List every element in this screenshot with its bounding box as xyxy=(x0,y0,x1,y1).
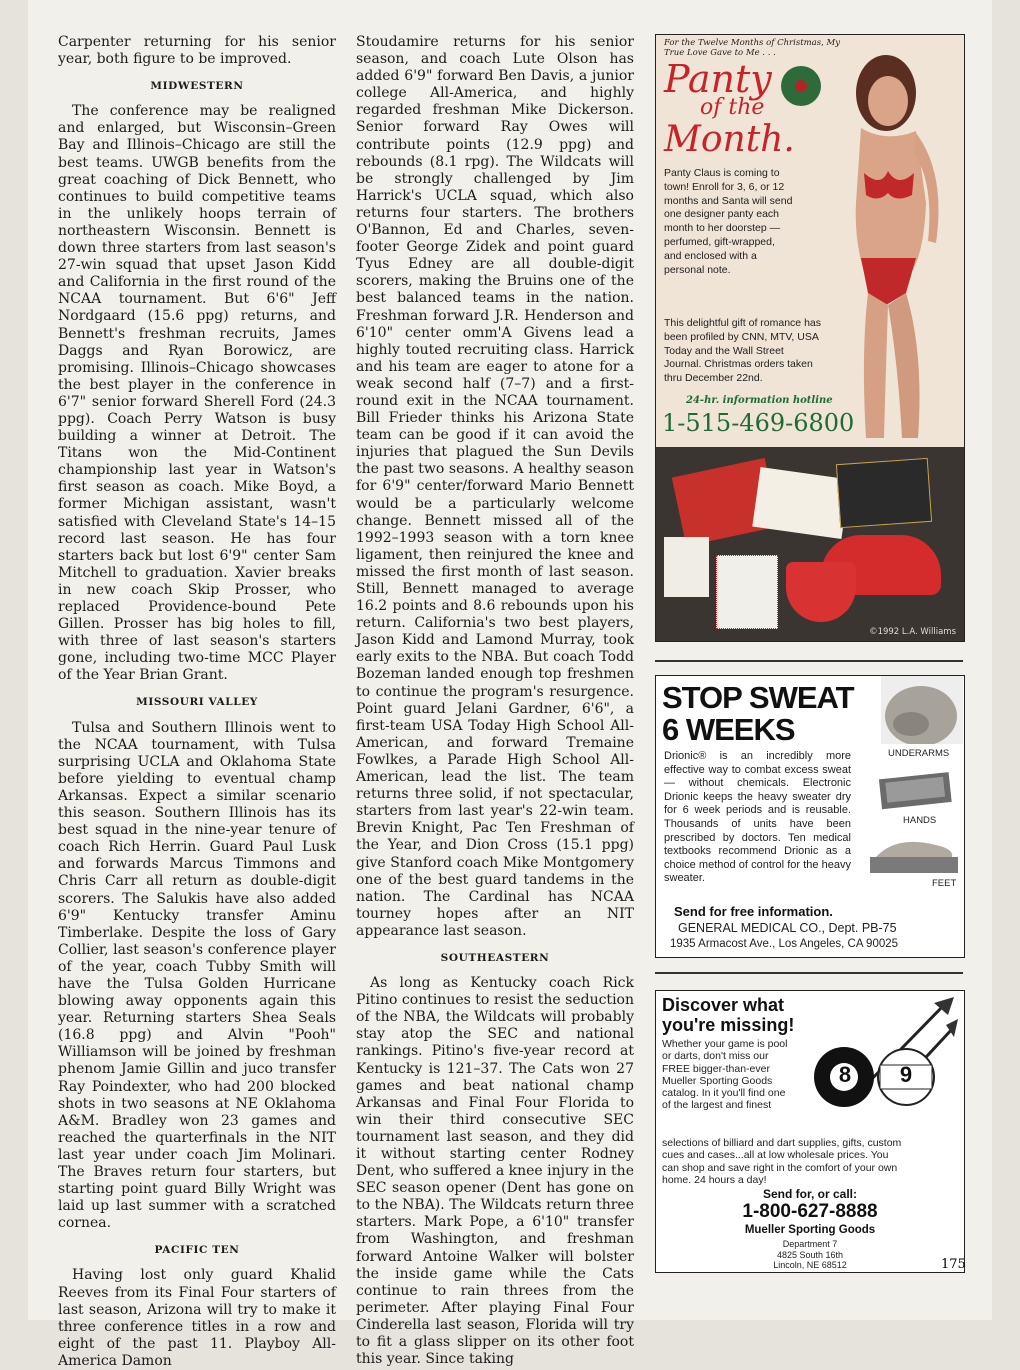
company-name: Mueller Sporting Goods xyxy=(744,1224,876,1236)
article-paragraph: Carpenter returning for his senior year, both figure to be improved. xyxy=(58,34,336,68)
holly-decoration xyxy=(778,63,824,109)
article-paragraph: Tulsa and Southern Illinois went to the NCAA tournament, with Tulsa surprising UCLA and Oklahoma State before yielding to eventual champ Arkansas. Expect a similar scenario this season. Southern Illinois has its best squad in the nine-year tenure of coach Rich Herrin. Guard Paul Lusk and forwards Marcus Timmons and Chris Carr all return as double-digit scorers. The Salukis have also added 6'9" Kentucky transfer Aminu Timberlake. Despite the loss of Gary Collier, last season's conference player of the year, coach Tubby Smith will have the Tulsa Golden Hurricane blowing away opponents again this year. Returning starters Shea Seals (16.8 ppg) and Alvin "Pooh" Williamson will be joined by freshman phenom Jamie Gillin and juco transfer Ray Poindexter, who had 200 blocked shots in two seasons at NE Oklahoma A&M. Bradley won 23 games and reached the quarterfinals in the NIT last year under coach Jim Molinari. The Braves return four starters, but starting point guard Billy Wright was laid up last summer with a scratched cornea. xyxy=(58,719,336,1232)
label-hands: HANDS xyxy=(903,815,937,826)
ad-hotline-label: 24-hr. information hotline xyxy=(686,395,833,406)
ad-kicker: For the Twelve Months of Christmas, My True Love Gave to Me . . . xyxy=(664,38,841,58)
ad-headline: 6 WEEKS xyxy=(662,712,795,747)
label-feet: FEET xyxy=(932,878,957,889)
section-heading-missouri-valley: MISSOURI VALLEY xyxy=(136,696,258,709)
company-address: 1935 Armacost Ave., Los Angeles, CA 90025 xyxy=(670,938,899,950)
ad-headline: you're missing! xyxy=(662,1015,795,1035)
billiard-ball-8: 8 xyxy=(838,1062,852,1087)
model-photo xyxy=(806,53,961,448)
underarm-photo xyxy=(881,676,963,744)
ad-phone[interactable]: 1-515-469-6800 xyxy=(662,409,855,437)
product-photo xyxy=(656,447,964,641)
article-paragraph: Stoudamire returns for his senior season, and coach Lute Olson has added 6'9" forward Ben Davis, a junior college All-America, and highly regarded freshman Mike Dickerson. Senior forward Ray Owes will contribute points (12.9 ppg) and rebounds (8.1 rpg). The Wildcats will be strongly challenged by Jim Harrick's UCLA squad, which also returns four starters. The brothers O'Bannon, Ed and Charles, seven-footer George Zidek and point guard Tyus Edney are all double-digit scorers, making the Bruins one of the best balanced teams in the nation. Freshman forward J.R. Henderson and 6'10" center omm'A Givens lead a highly touted recruiting class. Harrick and his team are eager to atone for a weak second half (7–7) and a first-round exit in the NCAA tournament. Bill Frieder thinks his Arizona State team can be good if it can avoid the injuries that plagued the Sun Devils the past two seasons. A healthy season for 6'9" center/forward Mario Bennett would be a particularly welcome change. Bennett missed all of the 1992–1993 season with a torn knee ligament, then reinjured the knee and missed the first month of last season. Still, Bennett managed to average 16.2 points and 8.6 rebounds upon his return. California's two best players, Jason Kidd and Lamond Murray, took early exits to the NBA. But coach Todd Bozeman landed enough top freshmen to continue the program's resurgence. Point guard Jelani Gardner, 6'6", a first-team USA Today High School All-American, and forward Tremaine Fowlkes, a Parade High School All-American, lead the list. The team returns three solid, if not spectacular, starters from last year's 22-win team. Brevin Knight, Pac Ten Freshman of the Year, and Dion Cross (15.1 ppg) give Stanford coach Mike Montgomery one of the best guard tandems in the nation. The Cardinal has NCAA tourney hopes after an NIT appearance last season. xyxy=(356,34,634,939)
ad-title-of-the: of the xyxy=(700,95,765,120)
hands-device-icon xyxy=(872,768,962,814)
ad-body: selections of billiard and dart supplies, gifts, custom cues and cases...all at low wholesale prices. You can shop and save right in the comfort of your own home. 24 hours a day! xyxy=(662,1137,902,1186)
section-heading-southeastern: SOUTHEASTERN xyxy=(440,951,550,964)
ad-divider xyxy=(655,972,963,974)
ad-body: Drionic® is an incredibly more effective way to combat excess sweat — without chemicals. Electronic Drionic keeps the heavy sweater dry for 6 week periods and is reusable. Thousands of units have been prescribed by doctors. Ten medical textbooks recommend Drionic as a choice method of control for the heavy sweater. xyxy=(664,750,851,885)
article-paragraph: As long as Kentucky coach Rick Pitino continues to resist the seduction of the NBA, the Wildcats will probably stay atop the SEC and national rankings. Pitino's five-year record at Kentucky is 121–37. The Cats won 27 games and beat national champ Arkansas and Final Four Florida to win their third consecutive SEC tournament last season, and they did it without starting center Rodney Dent, who suffered a knee injury in the SEC season opener (Dent has gone on to the NBA). The Wildcats return three starters. Mark Pope, a 6'10" transfer from Washington, and freshman forward Antoine Walker will bolster the inside game while the Cats continue to rain threes from the perimeter. After playing Final Four Cinderella last season, Florida will try to fit a glass slipper on its other foot this year. Since taking xyxy=(356,975,634,1368)
billiard-ball-9: 9 xyxy=(899,1062,913,1087)
ad-cta: Send for free information. xyxy=(674,904,833,919)
ad-title-panty: Panty xyxy=(664,57,772,101)
article-paragraph: The conference may be realigned and enlarged, but Wisconsin–Green Bay and Illinois–Chicago are still the best teams. UWGB benefits from the great coaching of Dick Bennett, who continues to build competitive teams in the unlikely hoops terrain of northeastern Wisconsin. Bennett is down three starters from last season's 27-win squad that upset Jason Kidd and California in the first round of the NCAA tournament. But 6'6" Jeff Nordgaard (15.6 ppg) returns, and Bennett's freshman recruits, James Daggs and Ryan Borowicz, are promising. Illinois–Chicago showcases the best player in the conference in 6'7" senior forward Sherell Ford (24.3 ppg). Coach Perry Watson is busy building a winner at Detroit. The Titans won the Mid-Continent championship last year in Watson's first season as coach. Mike Boyd, a former Michigan assistant, wasn't satisfied with Cleveland State's 14–15 record last season. He has four starters back but lost 6'9" center Sam Mitchell to graduation. Xavier breaks in new coach Skip Prosser, who replaced Providence-bound Pete Gillen. Prosser has big holes to fill, with three of last season's starters gone, including two-time MCC Player of the Year Brian Grant. xyxy=(58,103,336,684)
ad-title-month: Month. xyxy=(664,119,795,160)
company-name: GENERAL MEDICAL CO., Dept. PB-75 xyxy=(678,921,897,935)
billiard-balls-darts-illustration xyxy=(794,997,959,1127)
drionic-ad xyxy=(655,675,965,958)
magazine-page xyxy=(28,0,992,1369)
ad-divider xyxy=(655,660,963,662)
photo-credit: ©1992 L.A. Williams xyxy=(869,627,956,637)
company-dept: Department 7 xyxy=(782,1239,838,1249)
company-street: 4825 South 16th xyxy=(776,1250,844,1260)
ad-headline: STOP SWEAT xyxy=(662,680,854,715)
ad-phone[interactable]: 1-800-627-8888 xyxy=(742,1201,878,1222)
ad-body: Panty Claus is coming to town! Enroll for 3, 6, or 12 months and Santa will send one designer panty each month to her doorstep — perfumed, gift-wrapped, and enclosed with a personal note. xyxy=(664,167,793,276)
ad-body: This delightful gift of romance has been profiled by CNN, MTV, USA Today and the Wall Street Journal. Christmas orders taken thru December 22nd. xyxy=(664,317,821,385)
article-paragraph: Having lost only guard Khalid Reeves from its Final Four starters of last season, Arizona will try to make it three conference titles in a row and eight of the past 11. Playboy All-America Damon xyxy=(58,1267,336,1369)
ad-cta: Send for, or call: xyxy=(762,1187,858,1201)
section-heading-pacific-ten: PACIFIC TEN xyxy=(154,1244,240,1257)
feet-device-icon xyxy=(866,831,962,879)
ad-headline: Discover what xyxy=(662,995,785,1015)
article-column-2 xyxy=(356,34,634,1368)
ad-body: Whether your game is pool or darts, don't miss our FREE bigger-than-ever Mueller Sporting Goods catalog. In it you'll find one of the largest and finest xyxy=(662,1038,788,1112)
label-underarms: UNDERARMS xyxy=(888,748,950,759)
company-city: Lincoln, NE 68512 xyxy=(773,1260,847,1270)
mueller-sporting-goods-ad xyxy=(655,990,965,1273)
panty-of-the-month-ad xyxy=(655,34,965,642)
section-heading-midwestern: MIDWESTERN xyxy=(150,80,244,93)
page-number: 175 xyxy=(941,1257,966,1272)
article-column-1 xyxy=(58,34,336,1370)
